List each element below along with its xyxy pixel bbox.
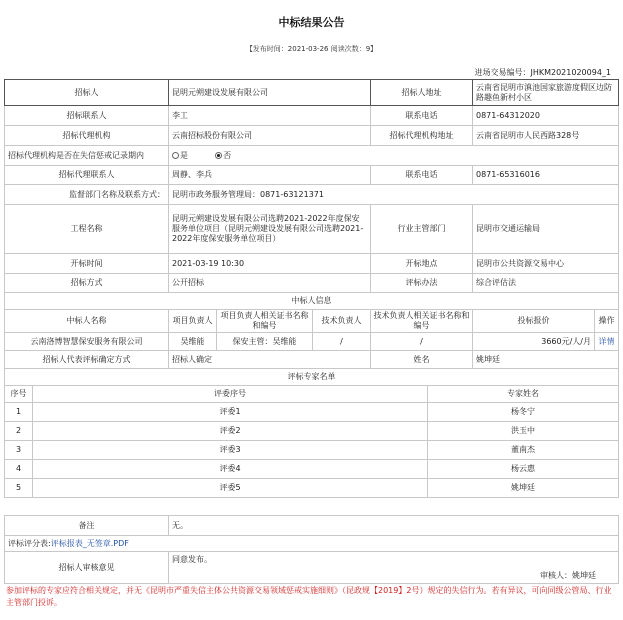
eval-value: 综合评估法 <box>473 274 619 293</box>
experts-col-no: 序号 <box>5 386 33 403</box>
publish-meta: 【发布时间：2021-03-26 阅读次数：9】 <box>245 45 378 53</box>
contact-tel-label: 联系电话 <box>371 106 473 126</box>
radio-yes-icon[interactable] <box>172 152 179 159</box>
winner-col-price: 投标报价 <box>473 310 595 333</box>
table-row <box>5 441 619 460</box>
remark-value: 无。 <box>169 516 619 536</box>
experts-col-seq: 评委序号 <box>33 386 428 403</box>
tenderer-addr-value: 云南省昆明市滇池国家旅游度假区边防路趣鱼新村小区 <box>473 80 619 106</box>
rep-method-label: 招标人代表评标确定方式 <box>5 351 169 369</box>
tenderer-label: 招标人 <box>5 80 169 106</box>
notice-table <box>4 79 619 498</box>
supervise-label: 监督部门名称及联系方式： <box>5 185 169 205</box>
trade-serial: 进场交易编号：JHKM2021020094_1 <box>474 68 611 77</box>
tenderer-addr-label: 招标人地址 <box>371 80 473 106</box>
experts-section-title: 评标专家名单 <box>5 369 619 386</box>
method-label: 招标方式 <box>5 274 169 293</box>
expert-seq: 评委5 <box>33 479 428 498</box>
winner-row <box>5 333 619 351</box>
expert-name: 姚坤廷 <box>428 479 619 498</box>
agency-tel-value: 0871-65316016 <box>473 166 619 185</box>
winner-detail-link[interactable]: 详情 <box>595 333 619 351</box>
page-title: 中标结果公告 <box>278 16 345 29</box>
report-row <box>5 536 619 552</box>
table-row <box>5 479 619 498</box>
agency-addr-label: 招标代理机构地址 <box>371 126 473 146</box>
opinion-value: 同意发布。 <box>172 555 212 564</box>
expert-no: 2 <box>5 422 33 441</box>
table-row <box>5 403 619 422</box>
tenderer-value: 昆明元朔建设发展有限公司 <box>169 80 371 106</box>
expert-name: 董南杰 <box>428 441 619 460</box>
contact-label: 招标联系人 <box>5 106 169 126</box>
winner-col-pm: 项目负责人 <box>169 310 217 333</box>
rep-name-value: 姚坤廷 <box>473 351 619 369</box>
table-row <box>5 460 619 479</box>
winner-name: 云南洛博智慧保安服务有限公司 <box>5 333 169 351</box>
expert-seq: 评委2 <box>33 422 428 441</box>
option-no-label: 否 <box>223 150 232 160</box>
rep-name-label: 姓名 <box>371 351 473 369</box>
eval-label: 评标办法 <box>371 274 473 293</box>
open-time-label: 开标时间 <box>5 254 169 274</box>
contact-value: 李工 <box>169 106 371 126</box>
winner-pm: 吴维能 <box>169 333 217 351</box>
winner-col-action: 操作 <box>595 310 619 333</box>
expert-no: 1 <box>5 403 33 422</box>
expert-name: 洪玉中 <box>428 422 619 441</box>
open-place-label: 开标地点 <box>371 254 473 274</box>
radio-no-icon[interactable] <box>215 152 222 159</box>
winner-section-title: 中标人信息 <box>5 293 619 310</box>
rep-method-value: 招标人确定 <box>169 351 371 369</box>
project-value: 昆明元朔建设发展有限公司选聘2021-2022年度保安服务单位项目（昆明元朔建设发展有限公司选聘2021-2022年度保安服务单位项目） <box>169 205 371 254</box>
supervise-value: 昆明市政务服务管理局：0871-63121371 <box>169 185 619 205</box>
agency-tel-label: 联系电话 <box>371 166 473 185</box>
agency-value: 云南招标股份有限公司 <box>169 126 371 146</box>
notice-tail-table <box>4 515 619 584</box>
option-yes-label: 是 <box>180 150 188 160</box>
expert-seq: 评委4 <box>33 460 428 479</box>
expert-name: 杨冬宁 <box>428 403 619 422</box>
opinion-cell <box>169 552 619 584</box>
industry-label: 行业主管部门 <box>371 205 473 254</box>
expert-no: 4 <box>5 460 33 479</box>
winner-pm-cert: 保安主管：吴维能 <box>217 333 313 351</box>
experts-col-name: 专家姓名 <box>428 386 619 403</box>
blacklist-label: 招标代理机构是否在失信惩戒记录期内 <box>5 146 169 166</box>
project-label: 工程名称 <box>5 205 169 254</box>
winner-col-tech-cert: 技术负责人相关证书名称和编号 <box>371 310 473 333</box>
expert-no: 5 <box>5 479 33 498</box>
open-time-value: 2021-03-19 10:30 <box>169 254 371 274</box>
agency-contact-value: 周静、李兵 <box>169 166 371 185</box>
expert-seq: 评委1 <box>33 403 428 422</box>
reviewer-name: 审核人：姚坤廷 <box>540 571 596 580</box>
winner-col-tech: 技术负责人 <box>313 310 371 333</box>
agency-contact-label: 招标代理联系人 <box>5 166 169 185</box>
winner-tech-cert: / <box>371 333 473 351</box>
warning-notice: 参加评标的专家应符合相关规定，并无《昆明市严重失信主体公共资源交易领域惩戒实施细则》（昆政规【2019】2号）规定的失信行为。若有异议，可向同级公管局、行业主管部门投诉。 <box>6 586 612 607</box>
remark-label: 备注 <box>5 516 169 536</box>
contact-tel-value: 0871-64312020 <box>473 106 619 126</box>
expert-no: 3 <box>5 441 33 460</box>
expert-seq: 评委3 <box>33 441 428 460</box>
table-row <box>5 422 619 441</box>
opinion-label: 招标人审核意见 <box>5 552 169 584</box>
winner-col-pm-cert: 项目负责人相关证书名称和编号 <box>217 310 313 333</box>
industry-value: 昆明市交通运输局 <box>473 205 619 254</box>
winner-col-name: 中标人名称 <box>5 310 169 333</box>
method-value: 公开招标 <box>169 274 371 293</box>
winner-price: 3660元/人/月 <box>473 333 595 351</box>
report-label: 评标评分表: <box>8 538 51 548</box>
blacklist-options <box>169 146 619 166</box>
expert-name: 杨云惠 <box>428 460 619 479</box>
open-place-value: 昆明市公共资源交易中心 <box>473 254 619 274</box>
agency-addr-value: 云南省昆明市人民西路328号 <box>473 126 619 146</box>
winner-tech: / <box>313 333 371 351</box>
report-file-link[interactable]: 评标报表_无签章.PDF <box>50 538 129 548</box>
agency-label: 招标代理机构 <box>5 126 169 146</box>
